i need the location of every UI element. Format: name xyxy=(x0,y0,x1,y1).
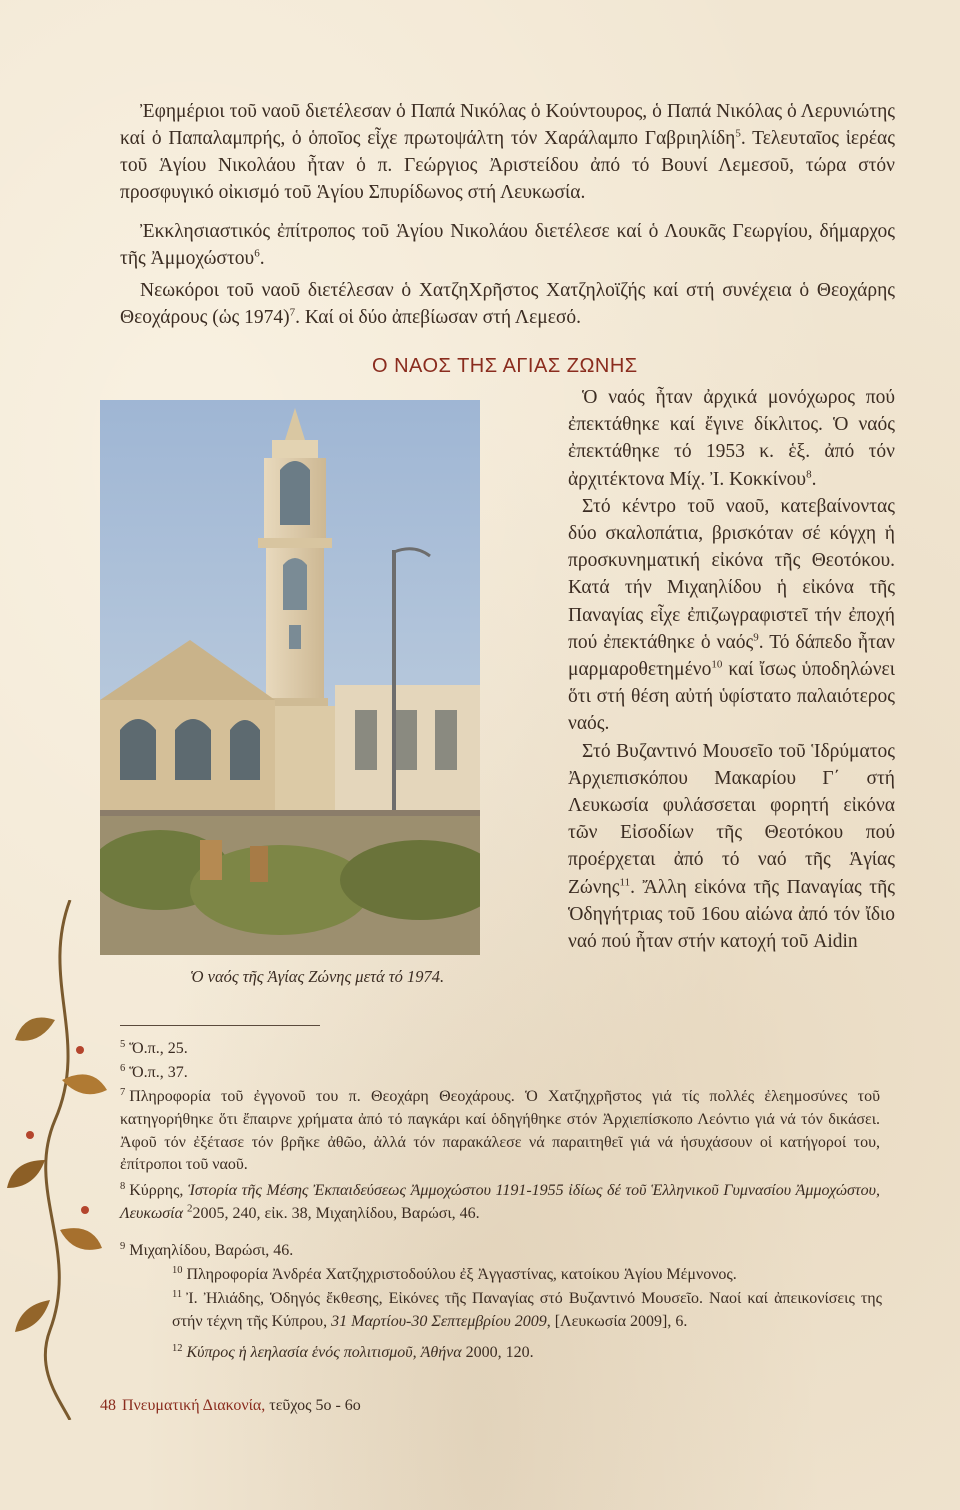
paragraph-text: Νεωκόροι τοῦ ναοῦ διετέλεσαν ὁ ΧατζηΧρῆστος Χατζηλοϊζής καί στή συνέχεια ὁ Θεοχάρης Θεοχάρους (ὡς 1974) xyxy=(120,280,895,328)
footnote-number: 12 xyxy=(172,1342,183,1354)
footnote-text: Κύρρης, xyxy=(129,1182,189,1199)
edition-sup: 2 xyxy=(187,1202,193,1215)
page-number: 48 xyxy=(100,1397,116,1414)
footnote-7 xyxy=(120,1086,880,1177)
vine-ornament-icon xyxy=(0,900,130,1420)
paragraph-text-end: . xyxy=(811,468,817,490)
footnote-10 xyxy=(172,1264,882,1287)
footnote-text-end: , [Λευκωσία 2009], 6. xyxy=(546,1312,688,1330)
paragraph-text: Στό Βυζαντινό Μουσεῖο τοῦ Ἱδρύματος Ἀρχιεπισκόπου Μακαρίου Γ΄ στή Λευκωσία φυλάσσεται φορητή εἰκόνα τῶν Εἰσοδίων τῆς Θεοτόκου πού προέρχεται ἀπό τό ναό τῆς Ἁγίας Ζώνης xyxy=(568,740,895,898)
footnote-title: Ἱστορία τῆς Μέσης Ἐκπαιδεύσεως Ἀμμοχώστου 1191-1955 ἰδίως δέ τοῦ Ἑλληνικοῦ Γυμνασίου Ἀμμοχώστου, Λευκωσία xyxy=(120,1182,880,1222)
right-column xyxy=(568,384,895,955)
footnote-italic: 31 Μαρτίου-30 Σεπτεμβρίου 2009 xyxy=(331,1312,547,1330)
footnote-text: Ἰ. Ἠλιάδης, Ὁδηγός ἔκθεσης, Εἰκόνες τῆς Παναγίας στό Βυζαντινό Μουσεῖο. Ναοί καί ἀπεικονίσεις της στήν τέχνη τῆς Κύπρου, xyxy=(172,1290,882,1330)
paragraph-text-end: . Ἄλλη εἰκόνα τῆς Παναγίας τῆς Ὁδηγήτριας τοῦ 16ου αἰώνα ἀπό τόν ἴδιο ναό πού ἦταν στήν κατοχή τοῦ Aidin xyxy=(568,876,895,953)
footnote-text: Πληροφορία Ἀνδρέα Χατζηχριστοδούλου ἐξ Ἀγγαστίνας, κατοίκου Ἁγίου Μέμνονος. xyxy=(186,1266,737,1283)
footnote-text: Μιχαηλίδου, Βαρώσι, 46. xyxy=(129,1242,294,1259)
section-title: Ο ΝΑΟΣ ΤΗΣ ΑΓΙΑΣ ΖΩΝΗΣ xyxy=(372,355,638,377)
footnote-number: 7 xyxy=(120,1086,126,1098)
paragraph-clergy xyxy=(120,98,895,206)
footnote-5 xyxy=(120,1038,880,1061)
right-paragraph-1 xyxy=(568,384,895,493)
page-footer xyxy=(100,1397,361,1415)
paragraph-text: Ὁ ναός ἦταν ἀρχικά μονόχωρος πού ἐπεκτάθηκε καί ἔγινε δίκλιτος. Ὁ ναός ἐπεκτάθηκε τό 1953 κ. ἑξ. ἀπό τόν ἀρχιτέκτονα Μίχ. Ἰ. Κοκκίνου xyxy=(568,387,895,490)
footnote-text: Ὅ.π., 25. xyxy=(129,1040,188,1057)
paragraph-text: Ἐφημέριοι τοῦ ναοῦ διετέλεσαν ὁ Παπά Νικόλας ὁ Κούντουρος, ὁ Παπά Νικόλας ὁ Λερυνιώτης καί ὁ Παπαλαμπρής, ὁ ὁποῖος εἶχε πρωτοψάλτη τόν Χαράλαμπο Γαβριηλίδη xyxy=(120,101,895,149)
footnote-ref[interactable]: 8 xyxy=(806,468,812,481)
footnote-12 xyxy=(172,1342,882,1365)
issue-number: τεῦχος 5ο - 6ο xyxy=(265,1397,361,1414)
footnote-ref[interactable]: 5 xyxy=(735,127,741,140)
footnote-text: Πληροφορία τοῦ ἐγγονοῦ του π. Θεοχάρη Θεοχάρους. Ὁ Χατζηχρῆστος γιά τίς πολλές ἐλεημοσύνες τοῦ κατηγορήθηκε ὅτι ἔπαιρνε χρήματα ἀπό τό παγκάρι καί ὁδηγήθηκε στόν Ἀρχιεπίσκοπο Λεόντιο γιά νά τόν δικάσει. Ἀφοῦ τόν ἐξέτασε τόν βρῆκε ἀθῶο, ἀλλά τόν παρακάλεσε νά παραιτηθεῖ γιά νά ἡσυχάσουν οἱ κατήγοροί του, ἐπίτροποι τοῦ ναοῦ. xyxy=(120,1088,880,1174)
footnote-number: 8 xyxy=(120,1180,126,1192)
footnote-number: 9 xyxy=(120,1240,126,1252)
footnote-number: 6 xyxy=(120,1062,126,1074)
right-paragraph-2 xyxy=(568,493,895,738)
paragraph-text: Στό κέντρο τοῦ ναοῦ, κατεβαίνοντας δύο σκαλοπάτια, βρισκόταν σέ κόγχη ἡ προσκυνηματική εἰκόνα τῆς Θεοτόκου. Κατά τήν Μιχαηλίδου ἡ εἰκόνα τῆς Παναγίας εἶχε ἐπιζωγραφιστεῖ τήν ἐποχή πού ἐπεκτάθηκε ὁ ναός xyxy=(568,495,895,653)
footnote-9 xyxy=(120,1240,880,1263)
footnote-number: 10 xyxy=(172,1264,183,1276)
footnote-text: Ὅ.π., 37. xyxy=(129,1064,188,1081)
footnote-text-end: 2005, 240, εἰκ. 38, Μιχαηλίδου, Βαρώσι, 46. xyxy=(192,1204,480,1222)
paragraph-text-end: . xyxy=(259,248,265,269)
footnote-italic: Κύπρος ἡ λεηλασία ἑνός πολιτισμοῦ, Ἀθήνα xyxy=(186,1344,462,1361)
footnote-ref[interactable]: 6 xyxy=(254,247,260,260)
footnote-rule xyxy=(120,1025,320,1026)
paragraph-trustee xyxy=(120,218,895,272)
footnote-11 xyxy=(172,1288,882,1334)
paragraph-text-mid: . Τό δάπεδο ἦταν μαρμαροθετημένο xyxy=(568,631,895,681)
footnote-ref[interactable]: 10 xyxy=(711,658,723,671)
journal-title: Πνευματική Διακονία, xyxy=(122,1397,266,1414)
church-photo xyxy=(100,400,480,955)
footnote-ref[interactable]: 9 xyxy=(753,631,759,644)
footnote-ref[interactable]: 11 xyxy=(619,876,631,889)
right-paragraph-3 xyxy=(568,738,895,956)
footnote-6 xyxy=(120,1062,880,1085)
paragraph-sextons xyxy=(120,277,895,331)
paragraph-text: Ἐκκλησιαστικός ἐπίτροπος τοῦ Ἁγίου Νικολάου διετέλεσε καί ὁ Λουκᾶς Γεωργίου, δήμαρχος τῆς Ἀμμοχώστου xyxy=(120,221,895,269)
photo-caption: Ὁ ναός τῆς Ἁγίας Ζώνης μετά τό 1974. xyxy=(190,967,445,986)
footnote-ref[interactable]: 7 xyxy=(289,306,296,319)
footnote-number: 11 xyxy=(172,1288,183,1300)
footnote-text-end: 2000, 120. xyxy=(461,1344,534,1361)
paragraph-text-cont: . Τελευταῖος ἱερέας τοῦ Ἁγίου Νικολάου ἦταν ὁ π. Γεώργιος Ἀριστείδου ἀπό τό Βουνί Λεμεσοῦ, τώρα στόν προσφυγικό οἰκισμό τοῦ Ἁγίου Σπυρίδωνος στή Λευκωσία. xyxy=(120,128,895,203)
church-photo-drawing xyxy=(100,400,480,955)
paragraph-text-end: . Καί οἱ δύο ἀπεβίωσαν στή Λεμεσό. xyxy=(295,307,582,328)
footnote-8 xyxy=(120,1180,880,1226)
footnote-number: 5 xyxy=(120,1038,126,1050)
paragraph-text-end: καί ἴσως ὑποδηλώνει ὅτι στή θέση αὐτή ὑφίστατο παλαιότερος ναός. xyxy=(568,659,895,735)
